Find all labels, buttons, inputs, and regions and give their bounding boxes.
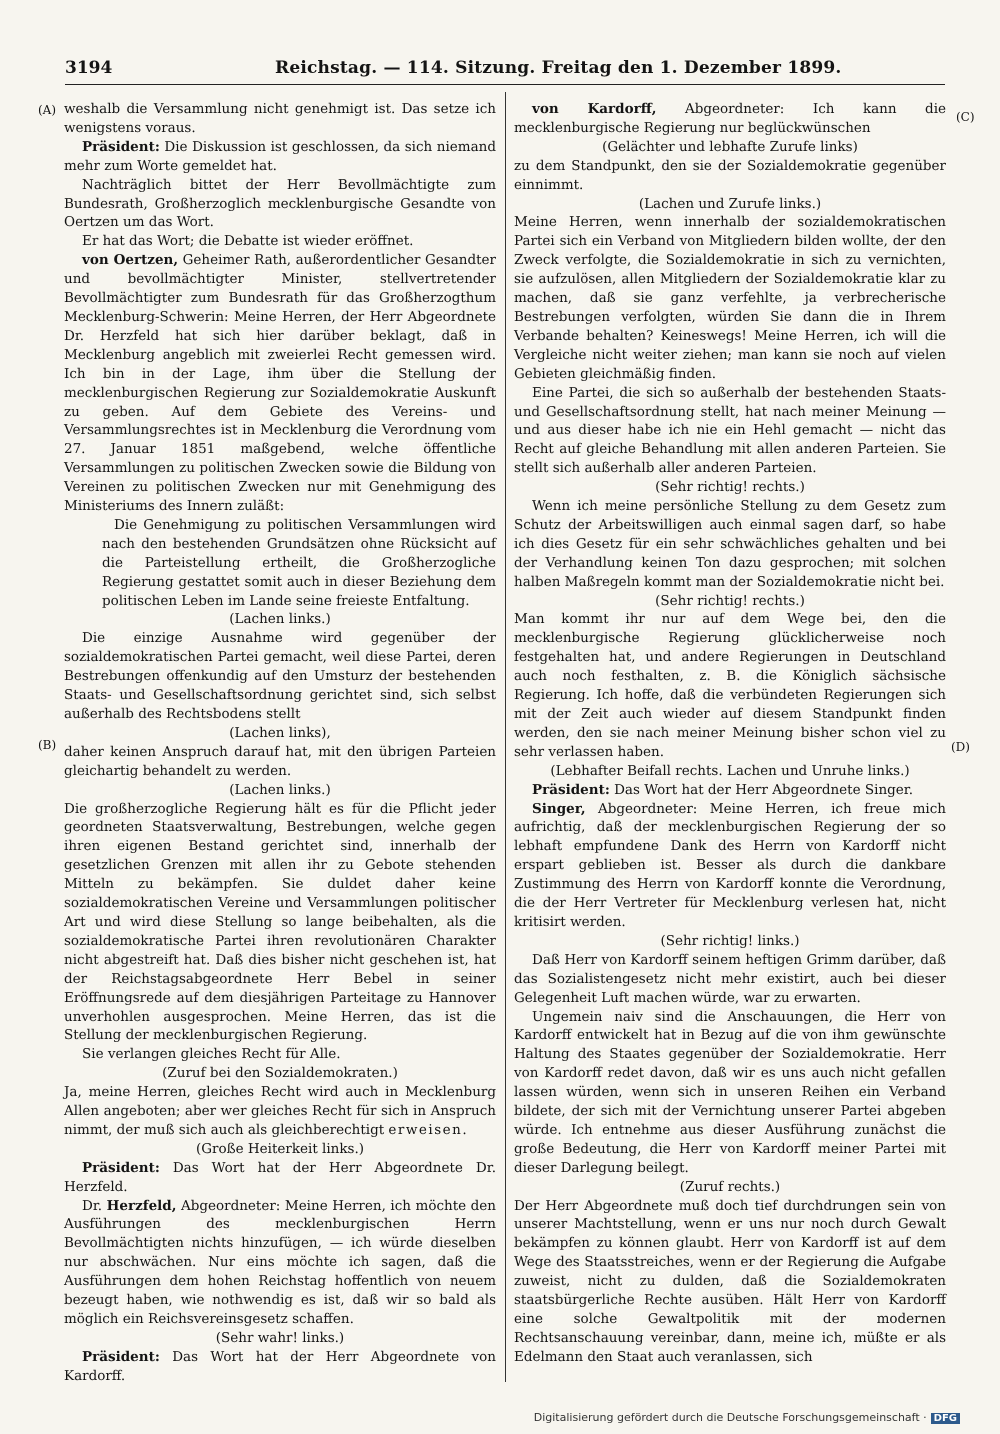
paragraph [514, 800, 946, 932]
dfg-logo: DFG [931, 1413, 960, 1424]
margin-marker-d: (D) [951, 740, 970, 754]
left-column [64, 100, 496, 1386]
paragraph: Man kommt ihr nur auf dem Wege bei, den die mecklenburgische Regierung glücklicherweise noch festgehalten hat, und andere Regierungen in Deutschland auch noch festhalten, z. B. die Königlich sächsische Regierung. Ich hoffe, daß die verbündeten Regierungen sich mit der Zeit auch wieder auf diesem Standpunkt finden werden, den sie nach meiner Meinung bisher schon viel zu sehr verlassen haben. [514, 611, 946, 760]
interjection: (Sehr richtig! rechts.) [655, 479, 805, 496]
paragraph: Er hat das Wort; die Debatte ist wieder eröffnet. [82, 233, 414, 250]
paragraph [64, 1197, 496, 1329]
paragraph: Ungemein naiv sind die Anschauungen, die Herr von Kardorff entwickelt hat in Bezug auf die von ihm gewünschte Haltung des Staates gegenüber der Sozialdemokratie. Herr von Kardorff redet davon, daß wir es uns auch nicht gefallen lassen würden, wenn sich in unseren Reihen ein Verband bildete, der sich mit der Vernichtung unserer Partei abgeben würde. Ich entnehme aus dieser Ausführung zunächst die große Bedeutung, die Herr von Kardorff meiner Partei mit dieser Darlegung beilegt. [514, 1008, 946, 1176]
paragraph: Wenn ich meine persönliche Stellung zu dem Gesetz zum Schutz der Arbeitswilligen auch einmal sagen darf, so habe ich dies Gesetz für ein sehr schwächliches gehalten und bei der Verhandlung keinen Ton dazu gesprochen; mit solchen halben Maßregeln kommt man der Sozialdemokratie nicht bei. [514, 498, 946, 590]
digitization-credit [534, 1411, 960, 1424]
margin-marker-b: (B) [38, 738, 57, 752]
speaker-name: von Oertzen, [82, 252, 179, 269]
interjection: (Zuruf rechts.) [679, 1178, 781, 1195]
speech-text: Das Wort hat der Herr Abgeordnete von Kardorff. [64, 1348, 496, 1384]
paragraph: Meine Herren, wenn innerhalb der sozialdemokratischen Partei sich ein Verband von Mitgliedern bilden wollte, der den Zweck verfolgte, die Sozialdemokratie in sich zu vernichten, sie aufzulösen, allen Mitgliedern der Sozialdemokratie klar zu machen, daß sie ganz verfehlte, ja verbrecherische Bestrebungen verfolgten, würden Sie dann die in Ihrem Verbande behalten? Keineswegs! Meine Herren, ich will die Vergleiche nicht weiter ziehen; man kann sie noch auf vielen Gebieten gleichmäßig finden. [514, 214, 946, 382]
speaker-name: Präsident: [82, 138, 160, 155]
paragraph [64, 1348, 496, 1386]
paragraph: Sie verlangen gleiches Recht für Alle. [82, 1046, 341, 1063]
speaker-title: Dr. [82, 1197, 107, 1214]
paragraph [514, 100, 946, 138]
speaker-name: Präsident: [82, 1159, 160, 1176]
paragraph: Eine Partei, die sich so außerhalb der bestehenden Staats- und Gesellschaftsordnung stellt, hat nach meiner Meinung — und aus dieser habe ich nie ein Hehl gemacht — nicht das Recht auf gleiche Behandlung mit allen anderen Parteien. Sie stellt sich außerhalb aller anderen Parteien. [514, 384, 946, 477]
page-number: 3194 [65, 58, 113, 78]
paragraph: zu dem Standpunkt, den sie der Sozialdemokratie gegenüber einnimmt. [514, 157, 946, 193]
speaker-name: Herzfeld, [106, 1197, 177, 1214]
interjection: (Sehr wahr! links.) [215, 1329, 345, 1346]
interjection: (Sehr richtig! rechts.) [655, 592, 805, 609]
paragraph [514, 781, 946, 800]
speech-text: Die Diskussion ist geschlossen, da sich niemand mehr zum Worte gemeldet hat. [64, 138, 496, 174]
quoted-ordinance: Die Genehmigung zu politischen Versammlungen wird nach den bestehenden Grundsätzen ohne Rücksicht auf die Parteistellung ertheilt, die Großherzogliche Regierung gestattet somit auch in dieser Beziehung dem politischen Leben im Lande seine freieste Entfaltung. [102, 516, 496, 609]
speech-text: Abgeordneter: Meine Herren, ich möchte den Ausführungen des mecklenburgischen Herrn Bevollmächtigten nichts hinzufügen, — ich würde dieselben nur abschwächen. Nur eins möchte ich sagen, daß die Ausführungen dem hohen Reichstag hoffentlich von neuem bezeugt haben, wie nothwendig es ist, daß wir so bald als möglich ein Reichsvereinsgesetz schaffen. [64, 1197, 496, 1327]
interjection: (Sehr richtig! links.) [660, 932, 800, 949]
speech-text: Ja, meine Herren, gleiches Recht wird auch in Mecklenburg Allen angeboten; aber wer gleiches Recht für sich in Anspruch nimmt, der muß sich auch als gleichberechtigt [64, 1084, 496, 1138]
speaker-name: Präsident: [82, 1348, 160, 1365]
speaker-name: von Kardorff, [532, 101, 657, 117]
running-title: Reichstag. — 114. Sitzung. Freitag den 1. Dezember 1899. [275, 58, 842, 78]
paragraph: daher keinen Anspruch darauf hat, mit den übrigen Parteien gleichartig behandelt zu werden. [64, 743, 496, 779]
paragraph: Die großherzogliche Regierung hält es für die Pflicht jeder geordneten Staatsverwaltung, Bestrebungen, welche gegen ihren eigenen Bestand gerichtet sind, innerhalb der gesetzlichen Grenzen mit allen ihr zu Gebote stehenden Mitteln zu bekämpfen. Sie duldet daher keine sozialdemokratischen Vereine und Versammlungen politischer Art und wird diese Stellung so lange beibehalten, als die sozialdemokratische Partei ihren revolutionären Charakter nicht abgestreift hat. Daß dies bisher nicht geschehen ist, hat der Reichstagsabgeordnete Herr Bebel in seiner Eröffnungsrede auf dem diesjährigen Parteitage zu Hannover unverhohlen ausgesprochen. Meine Herren, das ist die Stellung der mecklenburgischen Regierung. [64, 800, 496, 1044]
header-rule [65, 84, 945, 85]
spaced-emphasis: erweisen [388, 1121, 463, 1138]
paragraph [64, 138, 496, 176]
credit-text: Digitalisierung gefördert durch die Deutsche Forschungsgemeinschaft · [533, 1411, 927, 1424]
margin-marker-c: (C) [956, 110, 975, 124]
right-column [514, 100, 946, 1367]
interjection: (Lachen und Zurufe links.) [638, 195, 822, 212]
speech-text: Das Wort hat der Herr Abgeordnete Dr. Herzfeld. [64, 1159, 496, 1195]
paragraph: Daß Herr von Kardorff seinem heftigen Grimm darüber, daß das Sozialistengesetz nicht mehr existirt, auch bei dieser Gelegenheit Luft machen würde, war zu erwarten. [514, 951, 946, 1006]
paragraph: Nachträglich bittet der Herr Bevollmächtigte zum Bundesrath, Großherzoglich mecklenburgische Gesandte von Oertzen um das Wort. [64, 176, 496, 231]
speech-text: Geheimer Rath, außerordentlicher Gesandter und bevollmächtigter Minister, stellvertretender Bevollmächtigter zum Bundesrath für das Großherzogthum Mecklenburg-Schwerin: Meine Herren, der Herr Abgeordnete Dr. Herzfeld hat sich hier darüber beklagt, daß in Mecklenburg angeblich mit zweierlei Recht gemessen wird. Ich bin in der Lage, ihm über die Stellung der mecklenburgischen Regierung zur Sozialdemokratie Auskunft zu geben. Auf dem Gebiete des Vereins- und Versammlungsrechtes ist in Mecklenburg die Verordnung vom 27. Januar 1851 maßgebend, welche öffentliche Versammlungen zu politischen Zwecken sowie die Bildung von Vereinen zu politischen Zwecken nur mit Genehmigung des Ministeriums des Innern zuläßt: [64, 252, 496, 515]
speech-text: Abgeordneter: Meine Herren, ich freue mich aufrichtig, daß der mecklenburgischen Regierung der so lebhaft empfundene Dank des Herrn von Kardorff nicht erspart geblieben ist. Besser als durch die dankbare Zustimmung des Herrn von Kardorff konnte die Verordnung, die der Herr Vertreter für Mecklenburg verlesen hat, nicht kritisirt werden. [514, 800, 946, 930]
interjection: (Lachen links.) [229, 781, 331, 798]
speaker-name: Singer, [532, 800, 586, 817]
paragraph: weshalb die Versammlung nicht genehmigt ist. Das setze ich wenigstens voraus. [64, 101, 496, 136]
interjection: (Große Heiterkeit links.) [195, 1140, 365, 1157]
paragraph [64, 1159, 496, 1197]
paragraph [64, 251, 496, 516]
column-divider [505, 92, 506, 1382]
margin-marker-a: (A) [38, 103, 57, 117]
interjection: (Lebhafter Beifall rechts. Lachen und Unruhe links.) [550, 762, 910, 779]
interjection: (Gelächter und lebhafte Zurufe links) [602, 138, 858, 155]
paragraph: Der Herr Abgeordnete muß doch tief durchdrungen sein von unserer Machtstellung, wenn er uns nur noch durch Gewalt bekämpfen zu können glaubt. Herr von Kardorff ist auf dem Wege des Staatsstreiches, wenn er der Regierung die Aufgabe zuweist, nicht zu dulden, daß die Sozialdemokraten staatsbürgerliche Rechte ausüben. Hält Herr von Kardorff eine solche Gewaltpolitik mit der modernen Rechtsanschauung vereinbar, dann, meine ich, müßte er als Edelmann den Staat auch veranlassen, sich [514, 1197, 946, 1365]
paragraph: Die einzige Ausnahme wird gegenüber der sozialdemokratischen Partei gemacht, weil diese Partei, deren Bestrebungen offenkundig auf den Umsturz der bestehenden Staats- und Gesellschaftsordnung gerichtet sind, sich selbst außerhalb des Rechtsbodens stellt [64, 630, 496, 722]
speech-text: Abgeordneter: Ich kann die mecklenburgische Regierung nur beglückwünschen [514, 101, 947, 136]
interjection: (Zuruf bei den Sozialdemokraten.) [162, 1065, 398, 1082]
speech-text: . [462, 1121, 467, 1138]
interjection: (Lachen links), [229, 724, 331, 741]
interjection: (Lachen links.) [229, 611, 331, 628]
speech-text: Das Wort hat der Herr Abgeordnete Singer. [609, 781, 914, 798]
paragraph [64, 1083, 496, 1140]
page-header [65, 58, 945, 84]
speaker-name: Präsident: [532, 781, 610, 798]
